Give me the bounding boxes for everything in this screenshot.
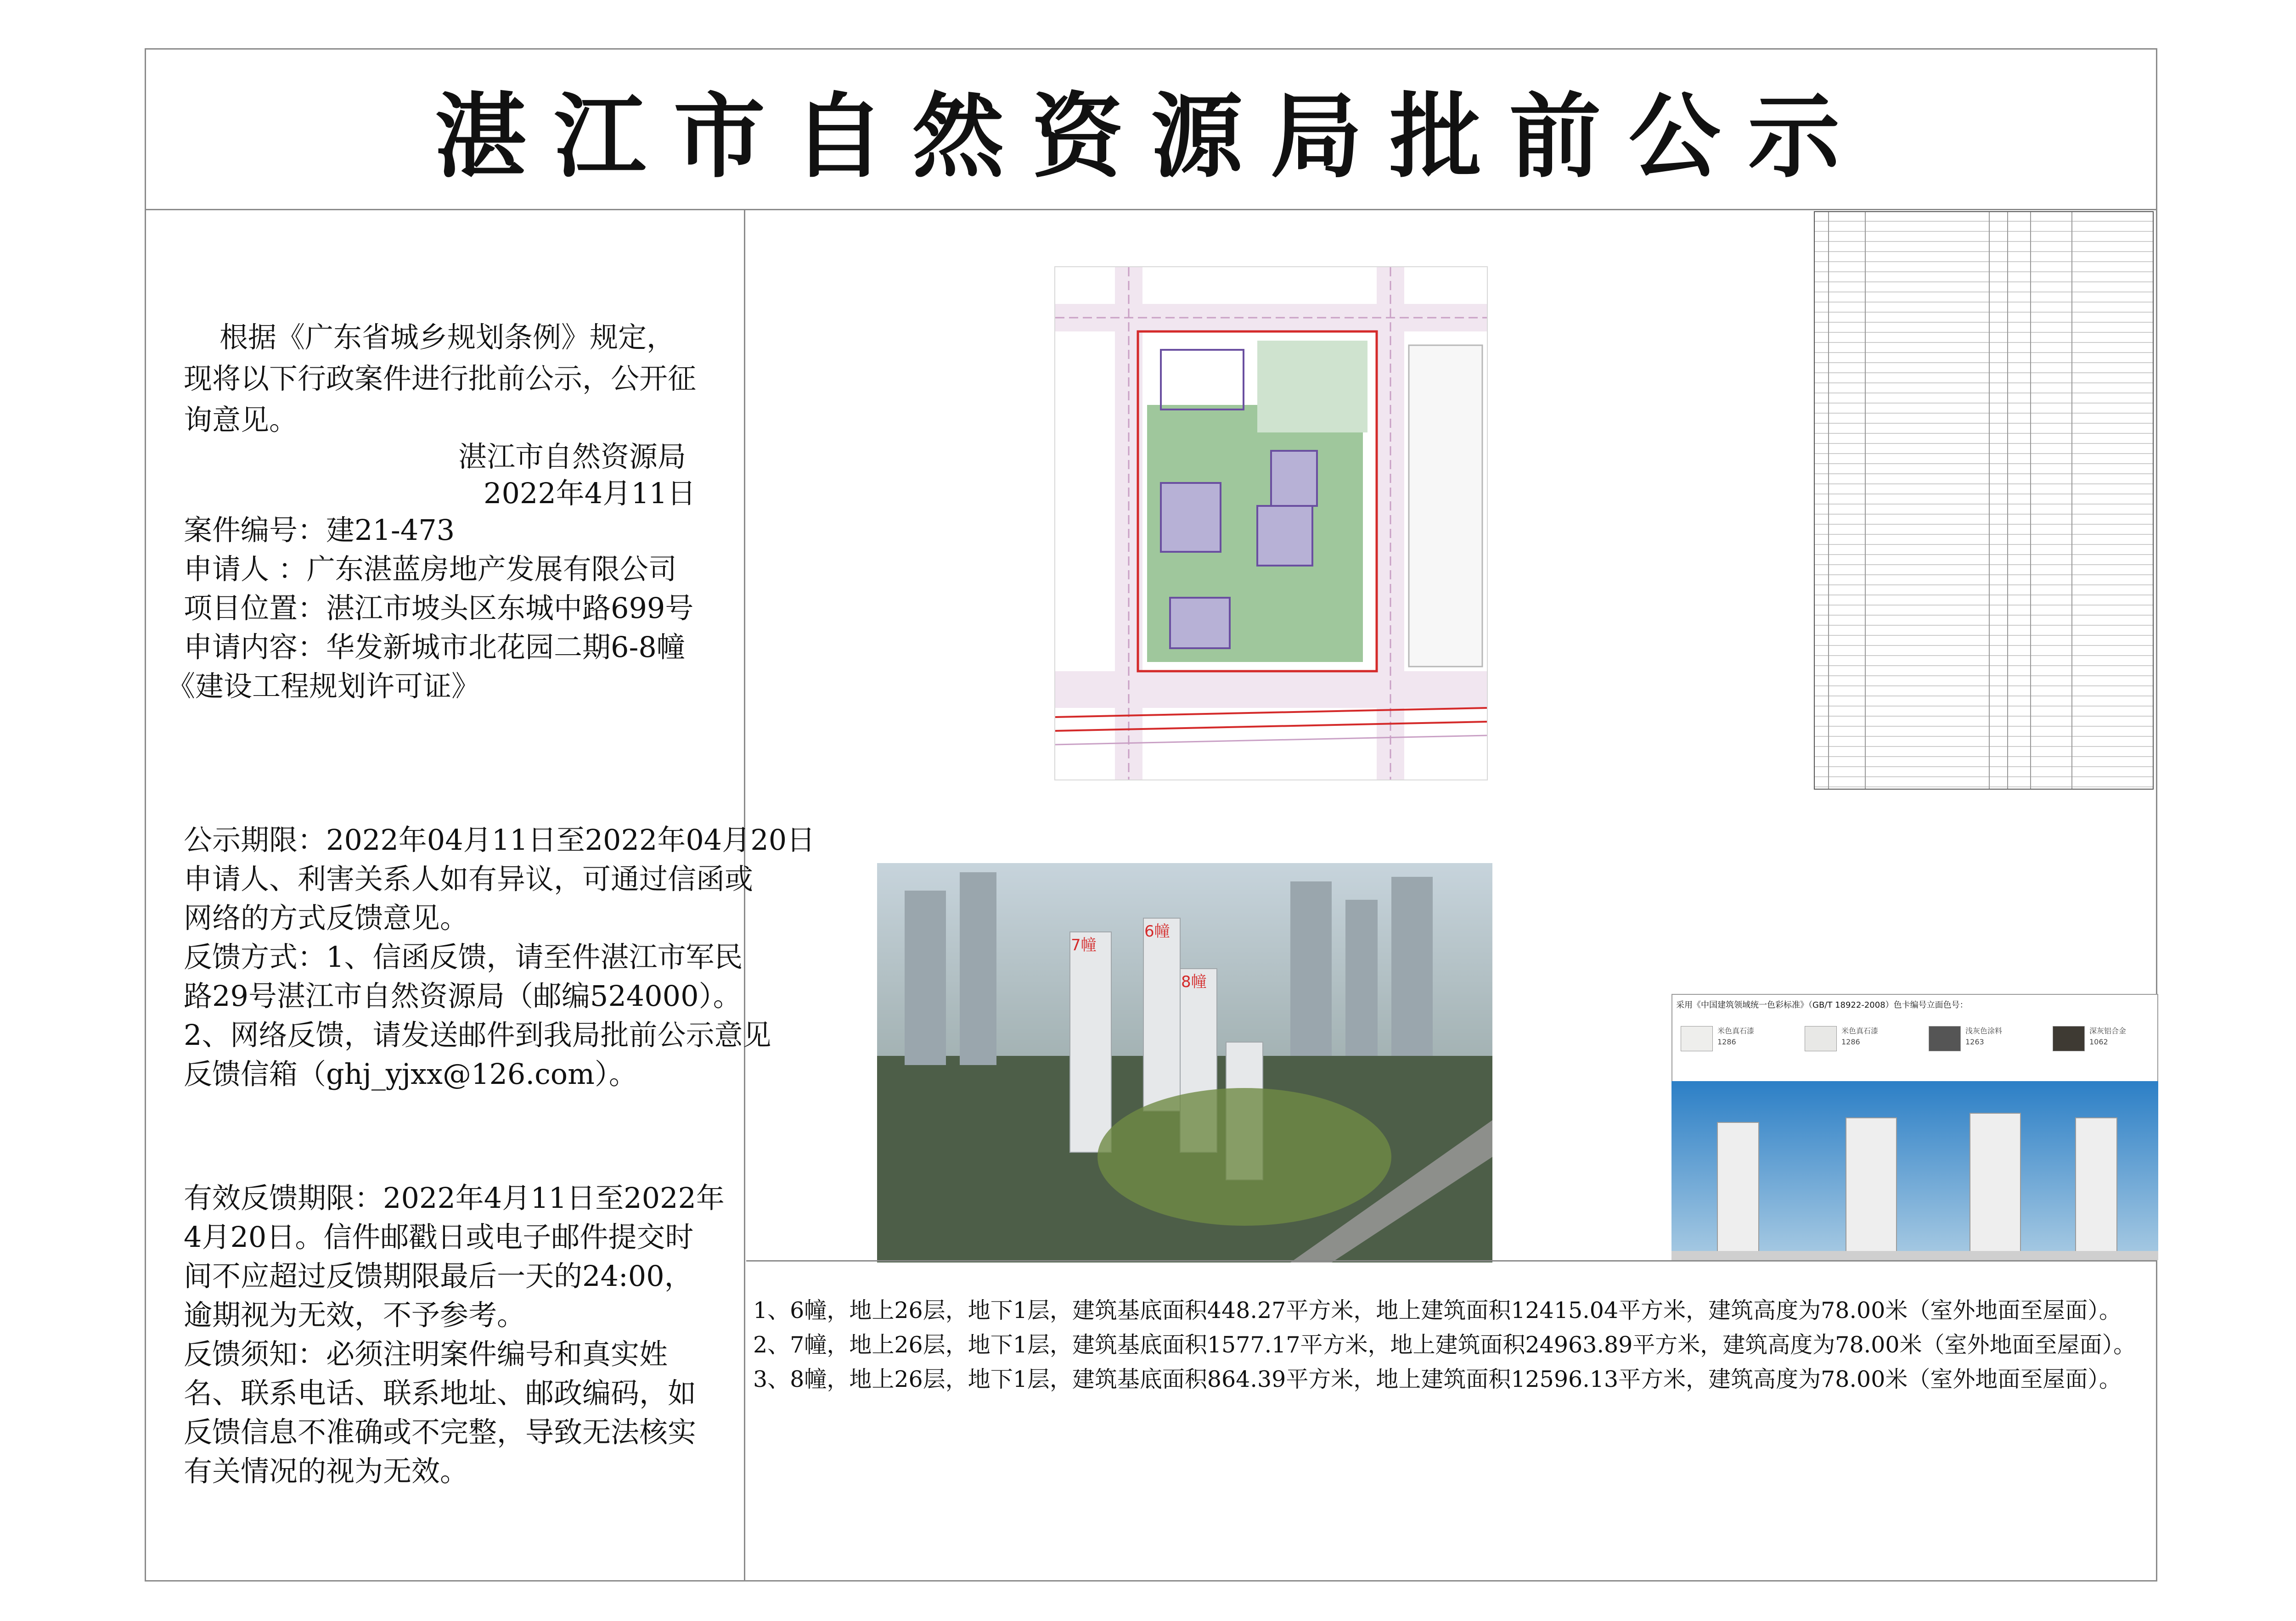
intro-line-1: 根据《广东省城乡规划条例》规定， (219, 320, 675, 354)
feedback-line-1: 反馈方式：1、信函反馈，请至件湛江市军民 (184, 940, 743, 974)
issuer: 湛江市自然资源局 (458, 440, 687, 473)
tower-label-6: 6幢 (1144, 922, 1170, 941)
color-swatch-code: 1263 (1965, 1038, 1984, 1046)
note-line-1: 反馈须知：必须注明案件编号和真实姓 (184, 1337, 668, 1371)
valid-line-2: 4月20日。信件邮戳日或电子邮件提交时 (184, 1220, 694, 1254)
note-line-2: 名、联系电话、联系地址、邮政编码，如 (184, 1376, 697, 1410)
color-swatch-label: 深灰铝合金 (2089, 1026, 2127, 1035)
color-swatch-label: 米色真石漆 (1717, 1026, 1755, 1035)
indicators-table-graphic (1815, 212, 2153, 789)
period-line-3: 网络的方式反馈意见。 (184, 901, 469, 935)
feedback-email: 反馈信箱（ghj_yjxx@126.com）。 (184, 1057, 637, 1091)
elevation-graphic (1671, 1081, 2158, 1260)
title-band (146, 50, 2156, 210)
valid-line-1: 有效反馈期限：2022年4月11日至2022年 (184, 1181, 725, 1215)
note-line-3: 反馈信息不准确或不完整，导致无法核实 (184, 1415, 697, 1449)
period-line-1: 公示期限：2022年04月11日至2022年04月20日 (184, 823, 816, 857)
color-standard-caption: 采用《中国建筑领域统一色彩标准》（GB/T 18922-2008）色卡编号立面色号： (1676, 1000, 1968, 1010)
color-swatch-label: 米色真石漆 (1841, 1026, 1879, 1035)
color-swatch-code: 1286 (1717, 1038, 1736, 1046)
color-swatch-code: 1062 (2089, 1038, 2108, 1046)
color-swatch (2053, 1026, 2085, 1051)
building-7-description: 2、7幢，地上26层，地下1层，建筑基底面积1577.17平方米，地上建筑面积24963.89平方米，建筑高度为78.00米（室外地面至屋面）。 (753, 1332, 2136, 1358)
note-line-4: 有关情况的视为无效。 (184, 1454, 469, 1488)
intro-line-2: 现将以下行政案件进行批前公示，公开征 (184, 362, 697, 395)
tower-label-7: 7幢 (1071, 936, 1097, 954)
case-number: 案件编号：建21-473 (184, 513, 455, 547)
color-swatch (1805, 1026, 1837, 1051)
application-content: 申请内容：华发新城市北花园二期6-8幢 (184, 630, 685, 664)
building-6-description: 1、6幢，地上26层，地下1层，建筑基底面积448.27平方米，地上建筑面积12415.04平方米，建筑高度为78.00米（室外地面至屋面）。 (753, 1297, 2122, 1324)
building-8-description: 3、8幢，地上26层，地下1层，建筑基底面积864.39平方米，地上建筑面积12596.13平方米，建筑高度为78.00米（室外地面至屋面）。 (753, 1366, 2122, 1392)
elevation-drawing (1671, 994, 2158, 1260)
site-plan-drawing (1054, 266, 1488, 780)
feedback-line-2: 路29号湛江市自然资源局（邮编524000）。 (184, 979, 742, 1013)
intro-line-3: 询意见。 (184, 403, 298, 437)
page-title: 湛江市自然资源局批前公示 (434, 84, 1868, 191)
color-swatch-code: 1286 (1841, 1038, 1860, 1046)
period-line-2: 申请人、利害关系人如有异议，可通过信函或 (184, 862, 754, 896)
permit-name: 《建设工程规划许可证》 (167, 669, 480, 703)
tower-label-8: 8幢 (1181, 973, 1207, 991)
rendering-graphic (877, 863, 1492, 1262)
feedback-line-3: 2、网络反馈，请发送邮件到我局批前公示意见 (184, 1018, 771, 1052)
applicant: 申请人 ：广东湛蓝房地产发展有限公司 (184, 552, 677, 586)
color-swatch (1929, 1026, 1961, 1051)
site-plan-graphic (1055, 267, 1487, 780)
aerial-rendering (877, 863, 1492, 1262)
project-location: 项目位置：湛江市坡头区东城中路699号 (184, 591, 694, 625)
description-divider (746, 1260, 2157, 1262)
technical-indicators-table (1814, 211, 2154, 790)
valid-line-4: 逾期视为无效，不予参考。 (184, 1298, 526, 1332)
color-swatch (1681, 1026, 1713, 1051)
issue-date: 2022年4月11日 (484, 477, 696, 510)
color-swatch-label: 浅灰色涂料 (1965, 1026, 2003, 1035)
valid-line-3: 间不应超过反馈期限最后一天的24:00， (184, 1259, 693, 1293)
notice-text-column (146, 210, 816, 1580)
